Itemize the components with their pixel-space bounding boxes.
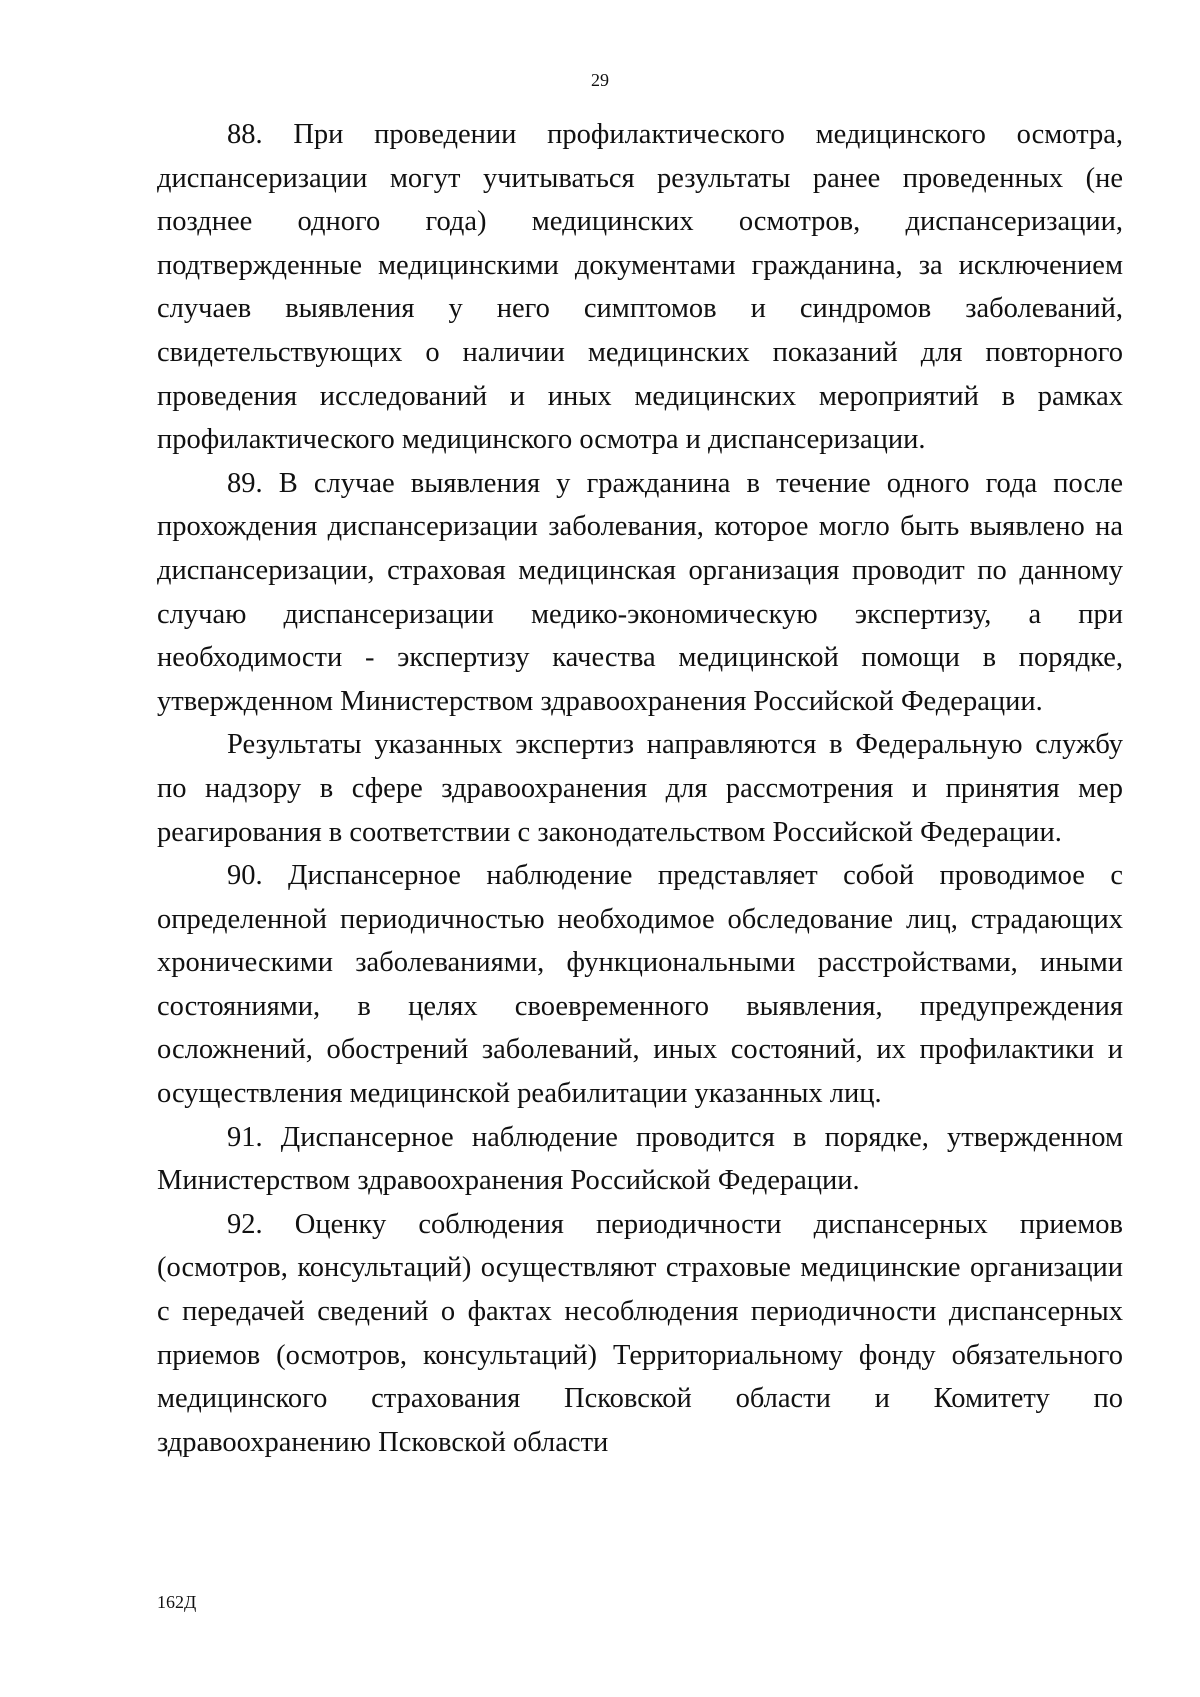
- paragraph-88: 88. При проведении профилактического медицинского осмотра, диспансеризации могут учитываться результаты ранее проведенных (не позднее одного года) медицинских осмотров, диспансеризации, подтвержденные медицинскими документами гражданина, за исключением случаев выявления у него симптомов и синдромов заболеваний, свидетельствующих о наличии медицинских показаний для повторного проведения исследований и иных медицинских мероприятий в рамках профилактического медицинского осмотра и диспансеризации.: [157, 119, 1123, 456]
- paragraph-89-expertise-results: Результаты указанных экспертиз направляются в Федеральную службу по надзору в сфере здравоохранения для рассмотрения и принятия мер реагирования в соответствии с законодательством Российской Федерации.: [157, 729, 1123, 848]
- paragraph-91: 91. Диспансерное наблюдение проводится в порядке, утвержденном Министерством здравоохранения Российской Федерации.: [157, 1121, 1123, 1197]
- document-body: [157, 113, 1123, 1464]
- paragraph-90: 90. Диспансерное наблюдение представляет собой проводимое с определенной периодичностью необходимое обследование лиц, страдающих хроническими заболеваниями, функциональными расстройствами, иными состояниями, в целях своевременного выявления, предупреждения осложнений, обострений заболеваний, иных состояний, их профилактики и осуществления медицинской реабилитации указанных лиц.: [157, 860, 1123, 1110]
- page-number: 29: [591, 70, 609, 90]
- paragraph-92: 92. Оценку соблюдения периодичности диспансерных приемов (осмотров, консультаций) осуществляют страховые медицинские организации с передачей сведений о фактах несоблюдения периодичности диспансерных приемов (осмотров, консультаций) Территориальному фонду обязательного медицинского страхования Псковской области и Комитету по здравоохранению Псковской области: [157, 1208, 1123, 1458]
- document-code: 162Д: [157, 1592, 197, 1612]
- paragraph-89: 89. В случае выявления у гражданина в течение одного года после прохождения диспансеризации заболевания, которое могло быть выявлено на диспансеризации, страховая медицинская организация проводит по данному случаю диспансеризации медико-экономическую экспертизу, а при необходимости - экспертизу качества медицинской помощи в порядке, утвержденном Министерством здравоохранения Российской Федерации.: [157, 467, 1123, 717]
